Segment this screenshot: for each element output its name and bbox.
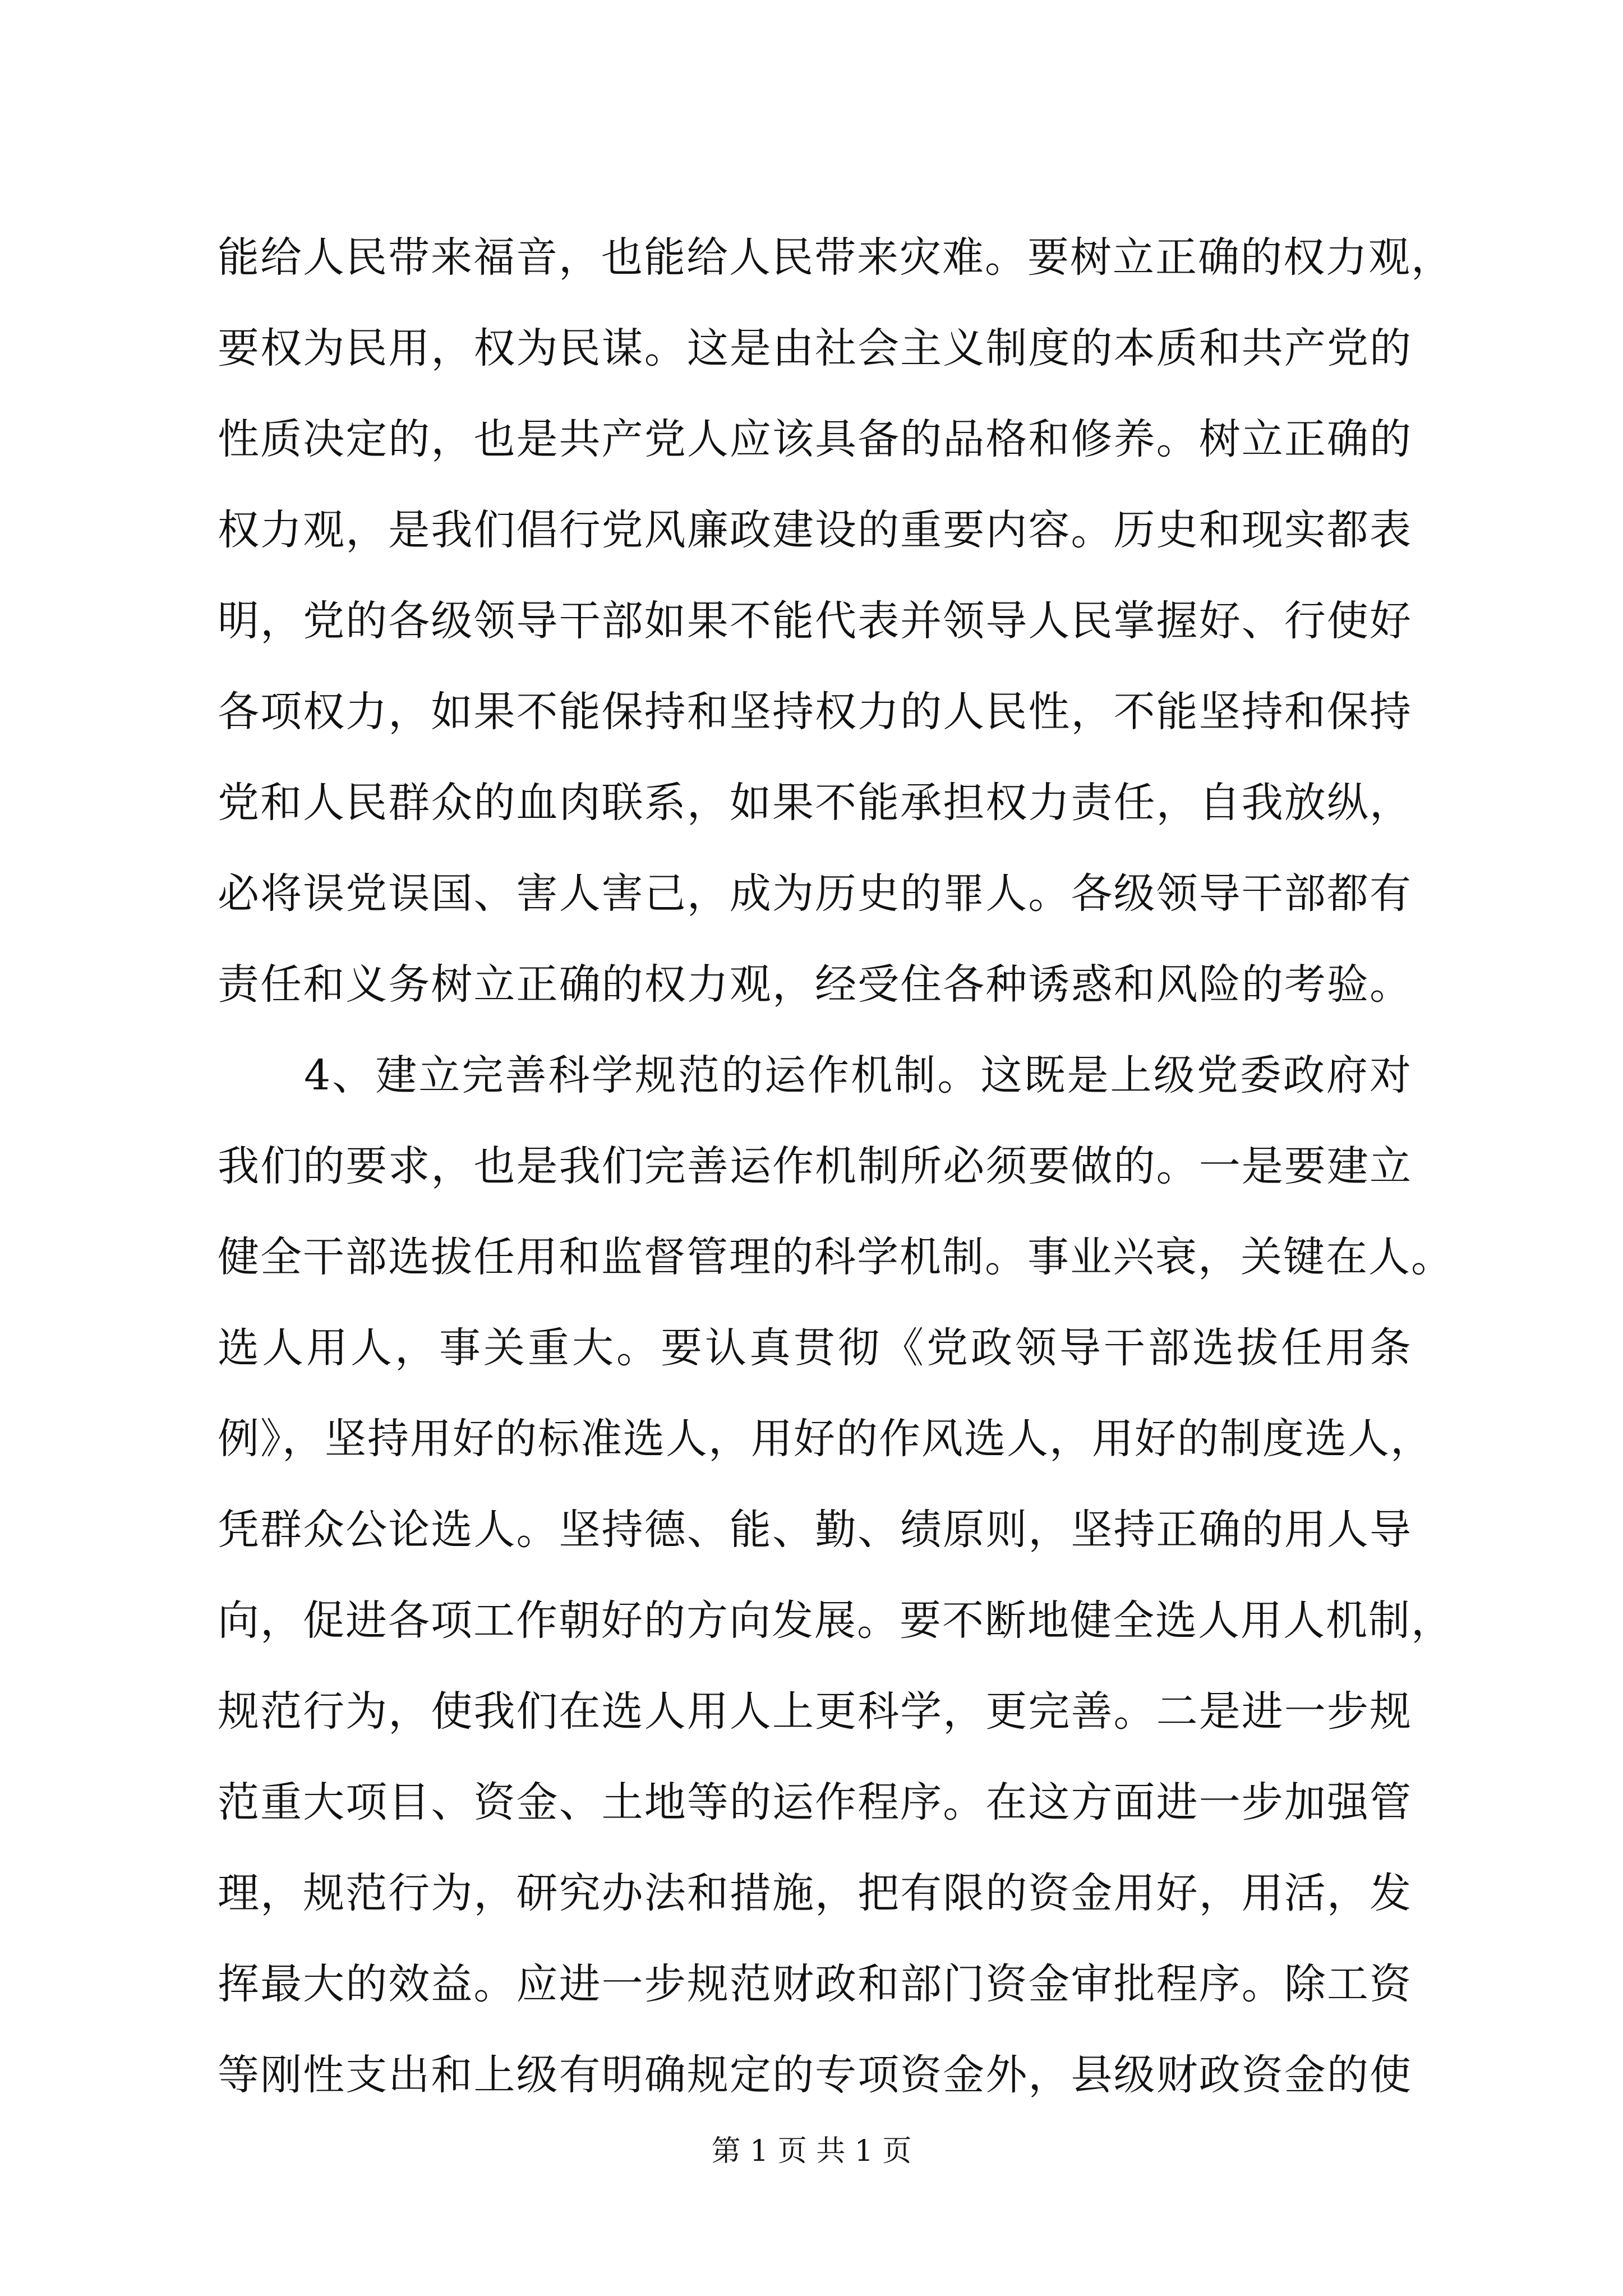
text-line: 理，规范行为，研究办法和措施，把有限的资金用好，用活，发 [218,1869,1412,1917]
text-line: 等刚性支出和上级有明确规定的专项资金外，县级财政资金的使 [218,2051,1412,2099]
text-line: 范重大项目、资金、土地等的运作程序。在这方面进一步加强管 [218,1778,1412,1826]
text-line: 4、建立完善科学规范的运作机制。这既是上级党委政府对 [218,1051,1412,1099]
text-line: 必将误党误国、害人害己，成为历史的罪人。各级领导干部都有 [218,869,1412,918]
text-line: 向，促进各项工作朝好的方向发展。要不断地健全选人用人机制， [218,1596,1454,1645]
text-line: 性质决定的，也是共产党人应该具备的品格和修养。树立正确的 [218,415,1412,463]
text-line: 我们的要求，也是我们完善运作机制所必须要做的。一是要建立 [218,1142,1412,1190]
text-line: 各项权力，如果不能保持和坚持权力的人民性，不能坚持和保持 [218,688,1412,736]
text-line: 挥最大的效益。应进一步规范财政和部门资金审批程序。除工资 [218,1960,1412,2008]
page-footer: 第 1 页 共 1 页 [711,2134,912,2168]
text-line: 明，党的各级领导干部如果不能代表并领导人民掌握好、行使好 [218,597,1412,645]
text-line: 例》，坚持用好的标准选人，用好的作风选人，用好的制度选人， [218,1415,1433,1463]
body-text [218,212,1454,2120]
text-line: 党和人民群众的血肉联系，如果不能承担权力责任，自我放纵， [218,779,1412,827]
text-line: 权力观，是我们倡行党风廉政建设的重要内容。历史和现实都表 [218,506,1412,554]
text-line: 责任和义务树立正确的权力观，经受住各种诱惑和风险的考验。 [218,960,1412,1009]
text-line: 凭群众公论选人。坚持德、能、勤、绩原则，坚持正确的用人导 [218,1506,1412,1554]
text-line: 健全干部选拔任用和监督管理的科学机制。事业兴衰，关键在人。 [218,1233,1454,1281]
text-line: 规范行为，使我们在选人用人上更科学，更完善。二是进一步规 [218,1687,1412,1736]
text-line: 选人用人，事关重大。要认真贯彻《党政领导干部选拔任用条 [218,1324,1412,1372]
text-line: 能给人民带来福音，也能给人民带来灾难。要树立正确的权力观， [218,233,1454,282]
text-line: 要权为民用，权为民谋。这是由社会主义制度的本质和共产党的 [218,324,1412,372]
